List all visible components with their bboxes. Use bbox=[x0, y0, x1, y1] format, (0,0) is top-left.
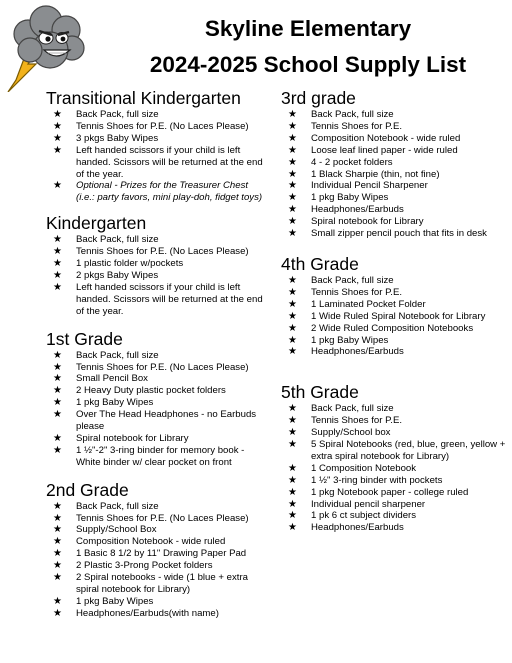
list-item bbox=[281, 133, 507, 145]
section-heading: 2nd Grade bbox=[46, 479, 129, 500]
list-item bbox=[281, 522, 507, 534]
list-item bbox=[281, 228, 507, 240]
list-item bbox=[281, 499, 507, 511]
list-item-text: 1 Basic 8 1/2 by 11" Drawing Paper Pad bbox=[76, 548, 247, 560]
section-4th-grade bbox=[281, 254, 507, 358]
star-bullet-icon: ★ bbox=[53, 246, 62, 258]
list-item bbox=[281, 109, 507, 121]
star-bullet-icon: ★ bbox=[53, 109, 62, 120]
section-5th-grade bbox=[281, 382, 507, 534]
list-item-text: Supply/School Box bbox=[76, 524, 157, 536]
star-bullet-icon: ★ bbox=[53, 560, 62, 572]
list-item-text: Individual Pencil Sharpener bbox=[311, 180, 428, 192]
school-name: Skyline Elementary bbox=[204, 16, 412, 41]
list-item-text: 5 Spiral Notebooks (red, blue, green, yellow + extra spiral notebook for Library) bbox=[311, 439, 506, 462]
supply-list bbox=[46, 350, 268, 469]
list-item bbox=[281, 439, 507, 463]
star-bullet-icon: ★ bbox=[288, 346, 297, 358]
list-item-text: Headphones/Earbuds bbox=[311, 522, 404, 534]
list-item-text: Composition Notebook - wide ruled bbox=[311, 132, 461, 144]
list-item-text: Individual pencil sharpener bbox=[311, 498, 426, 510]
list-item bbox=[281, 192, 507, 204]
list-item bbox=[46, 109, 268, 121]
list-item bbox=[281, 463, 507, 475]
star-bullet-icon: ★ bbox=[288, 180, 297, 192]
list-item-text: Headphones/Earbuds bbox=[311, 204, 404, 216]
list-item bbox=[46, 282, 268, 318]
list-item bbox=[281, 157, 507, 169]
list-item-text: 2 Plastic 3-Prong Pocket folders bbox=[76, 560, 213, 572]
star-bullet-icon: ★ bbox=[53, 281, 62, 293]
list-item bbox=[46, 133, 268, 145]
list-item-text: 1 plastic folder w/pockets bbox=[76, 258, 184, 270]
star-bullet-icon: ★ bbox=[53, 500, 62, 512]
star-bullet-icon: ★ bbox=[288, 168, 297, 180]
list-item bbox=[281, 346, 507, 358]
list-item bbox=[46, 445, 268, 469]
section-tk bbox=[46, 88, 268, 204]
star-bullet-icon: ★ bbox=[288, 522, 297, 534]
list-item-text: Left handed scissors if your child is left handed. Scissors will be returned at the end of the year. bbox=[76, 281, 263, 317]
list-item bbox=[281, 121, 507, 133]
list-item-text: Headphones/Earbuds bbox=[311, 346, 404, 358]
list-item bbox=[46, 397, 268, 409]
list-item bbox=[281, 311, 507, 323]
list-item bbox=[281, 216, 507, 228]
list-item bbox=[46, 572, 268, 596]
star-bullet-icon: ★ bbox=[288, 403, 297, 415]
star-bullet-icon: ★ bbox=[53, 234, 62, 246]
list-item-text: 1 Composition Notebook bbox=[311, 462, 417, 474]
supply-list bbox=[281, 403, 507, 534]
supply-list bbox=[281, 109, 507, 240]
list-item-text: Spiral notebook for Library bbox=[311, 216, 424, 228]
section-heading: Transitional Kindergarten bbox=[46, 88, 241, 108]
star-bullet-icon: ★ bbox=[288, 156, 297, 168]
list-item bbox=[46, 385, 268, 397]
section-heading: 3rd grade bbox=[281, 88, 356, 108]
star-bullet-icon: ★ bbox=[288, 310, 297, 322]
star-bullet-icon: ★ bbox=[53, 572, 62, 584]
star-bullet-icon: ★ bbox=[288, 192, 297, 204]
star-bullet-icon: ★ bbox=[288, 144, 297, 156]
list-item bbox=[46, 180, 268, 204]
list-item bbox=[281, 487, 507, 499]
list-item bbox=[281, 475, 507, 487]
section-kindergarten bbox=[46, 213, 268, 317]
list-item-text: 2 Wide Ruled Composition Notebooks bbox=[311, 322, 474, 334]
section-heading: 5th Grade bbox=[281, 382, 359, 403]
star-bullet-icon: ★ bbox=[288, 462, 297, 474]
star-bullet-icon: ★ bbox=[288, 109, 297, 120]
list-item bbox=[281, 299, 507, 311]
star-bullet-icon: ★ bbox=[53, 548, 62, 560]
star-bullet-icon: ★ bbox=[53, 349, 62, 361]
star-bullet-icon: ★ bbox=[53, 373, 62, 385]
list-item bbox=[46, 501, 268, 513]
list-item bbox=[46, 536, 268, 548]
list-item-text: Tennis Shoes for P.E. (No Laces Please) bbox=[76, 361, 249, 373]
list-item-text: Composition Notebook - wide ruled bbox=[76, 536, 226, 548]
list-item bbox=[46, 246, 268, 258]
star-bullet-icon: ★ bbox=[288, 204, 297, 216]
list-item-text: 1 Black Sharpie (thin, not fine) bbox=[311, 168, 440, 180]
list-item bbox=[46, 121, 268, 133]
star-bullet-icon: ★ bbox=[288, 415, 297, 427]
list-item bbox=[281, 287, 507, 299]
list-item bbox=[46, 145, 268, 181]
list-item-text: Back Pack, full size bbox=[311, 274, 394, 286]
section-3rd-grade bbox=[281, 88, 507, 240]
list-item-text: Optional - Prizes for the Treasurer Chest (i.e.: party favors, mini play-doh, fidget toys) bbox=[76, 180, 263, 204]
list-item-text: Small Pencil Box bbox=[76, 373, 148, 385]
star-bullet-icon: ★ bbox=[288, 498, 297, 510]
star-bullet-icon: ★ bbox=[288, 132, 297, 144]
list-item bbox=[281, 323, 507, 335]
list-item-text: Supply/School box bbox=[311, 427, 391, 439]
list-item-text: Back Pack, full size bbox=[311, 403, 394, 415]
list-item-text: Back Pack, full size bbox=[76, 500, 159, 512]
star-bullet-icon: ★ bbox=[288, 486, 297, 498]
star-bullet-icon: ★ bbox=[288, 274, 297, 286]
list-item bbox=[46, 373, 268, 385]
star-bullet-icon: ★ bbox=[288, 216, 297, 228]
star-bullet-icon: ★ bbox=[288, 322, 297, 334]
list-item-text: 1 ½" 3-ring binder with pockets bbox=[311, 474, 443, 486]
list-item bbox=[281, 275, 507, 287]
list-item-text: 2 Spiral notebooks - wide (1 blue + extra spiral notebook for Library) bbox=[76, 572, 248, 595]
list-item bbox=[281, 169, 507, 181]
list-item-text: 1 pkg Notebook paper - college ruled bbox=[311, 486, 469, 498]
list-item-text: 1 pkg Baby Wipes bbox=[311, 334, 389, 346]
star-bullet-icon: ★ bbox=[288, 286, 297, 298]
list-item bbox=[281, 145, 507, 157]
star-bullet-icon: ★ bbox=[288, 228, 297, 240]
list-item-text: Small zipper pencil pouch that fits in desk bbox=[311, 228, 487, 240]
list-item bbox=[46, 409, 268, 433]
list-item bbox=[46, 608, 268, 620]
list-item-text: 2 pkgs Baby Wipes bbox=[76, 269, 159, 281]
star-bullet-icon: ★ bbox=[288, 427, 297, 439]
list-item bbox=[46, 596, 268, 608]
list-item bbox=[46, 524, 268, 536]
list-item-text: 1 pk 6 ct subject dividers bbox=[311, 510, 417, 522]
supply-list bbox=[281, 275, 507, 358]
section-1st-grade bbox=[46, 329, 268, 469]
list-item bbox=[46, 258, 268, 270]
list-item bbox=[46, 513, 268, 525]
list-item bbox=[281, 510, 507, 522]
star-bullet-icon: ★ bbox=[53, 120, 62, 132]
list-item bbox=[46, 270, 268, 282]
star-bullet-icon: ★ bbox=[53, 432, 62, 444]
list-item-text: 1 pkg Baby Wipes bbox=[76, 397, 154, 409]
list-item-text: Loose leaf lined paper - wide ruled bbox=[311, 144, 458, 156]
list-item-text: Tennis Shoes for P.E. bbox=[311, 286, 403, 298]
section-heading: 4th Grade bbox=[281, 253, 359, 274]
supply-list bbox=[46, 109, 268, 204]
star-bullet-icon: ★ bbox=[288, 298, 297, 310]
list-item bbox=[46, 560, 268, 572]
list-item-text: 1 pkg Baby Wipes bbox=[311, 192, 389, 204]
list-item-text: Headphones/Earbuds(with name) bbox=[76, 607, 219, 619]
star-bullet-icon: ★ bbox=[53, 180, 62, 192]
star-bullet-icon: ★ bbox=[53, 397, 62, 409]
left-column bbox=[46, 88, 268, 620]
star-bullet-icon: ★ bbox=[53, 409, 62, 421]
list-item-text: Back Pack, full size bbox=[76, 234, 159, 246]
list-item bbox=[281, 427, 507, 439]
star-bullet-icon: ★ bbox=[288, 439, 297, 451]
list-item bbox=[281, 180, 507, 192]
star-bullet-icon: ★ bbox=[53, 361, 62, 373]
list-item-text: 1 pkg Baby Wipes bbox=[76, 595, 154, 607]
star-bullet-icon: ★ bbox=[288, 334, 297, 346]
star-bullet-icon: ★ bbox=[53, 607, 62, 619]
page-title: 2024-2025 School Supply List bbox=[149, 52, 467, 77]
list-item bbox=[281, 415, 507, 427]
star-bullet-icon: ★ bbox=[53, 444, 62, 456]
supply-list bbox=[46, 501, 268, 620]
list-item bbox=[46, 234, 268, 246]
list-item-text: 4 - 2 pocket folders bbox=[311, 156, 393, 168]
section-2nd-grade bbox=[46, 480, 268, 620]
star-bullet-icon: ★ bbox=[53, 536, 62, 548]
list-item-text: Spiral notebook for Library bbox=[76, 432, 189, 444]
list-item-text: 1 Wide Ruled Spiral Notebook for Library bbox=[311, 310, 486, 322]
star-bullet-icon: ★ bbox=[53, 524, 62, 536]
supply-list bbox=[46, 234, 268, 317]
list-item-text: Tennis Shoes for P.E. (No Laces Please) bbox=[76, 512, 249, 524]
star-bullet-icon: ★ bbox=[53, 132, 62, 144]
storm-cloud-mascot-icon bbox=[6, 4, 88, 92]
list-item-text: Over The Head Headphones - no Earbuds please bbox=[76, 409, 257, 433]
list-item-text: 2 Heavy Duty plastic pocket folders bbox=[76, 385, 226, 397]
list-item-text: Tennis Shoes for P.E. bbox=[311, 415, 403, 427]
star-bullet-icon: ★ bbox=[53, 258, 62, 270]
list-item bbox=[281, 335, 507, 347]
list-item-text: Left handed scissors if your child is left handed. Scissors will be returned at the end of the year. bbox=[76, 144, 263, 180]
list-item-text: Tennis Shoes for P.E. (No Laces Please) bbox=[76, 246, 249, 258]
star-bullet-icon: ★ bbox=[53, 269, 62, 281]
list-item-text: 1 ½"-2" 3-ring binder for memory book - White binder w/ clear pocket on front bbox=[76, 444, 245, 468]
list-item bbox=[46, 548, 268, 560]
star-bullet-icon: ★ bbox=[288, 510, 297, 522]
star-bullet-icon: ★ bbox=[53, 595, 62, 607]
star-bullet-icon: ★ bbox=[288, 474, 297, 486]
star-bullet-icon: ★ bbox=[53, 385, 62, 397]
list-item-text: 3 pkgs Baby Wipes bbox=[76, 132, 159, 144]
list-item-text: 1 Laminated Pocket Folder bbox=[311, 298, 426, 310]
list-item-text: Tennis Shoes for P.E. (No Laces Please) bbox=[76, 120, 249, 132]
list-item bbox=[281, 403, 507, 415]
list-item-text: Tennis Shoes for P.E. bbox=[311, 120, 403, 132]
right-column bbox=[281, 88, 507, 534]
star-bullet-icon: ★ bbox=[288, 120, 297, 132]
list-item-text: Back Pack, full size bbox=[76, 349, 159, 361]
section-heading: 1st Grade bbox=[46, 328, 123, 349]
section-heading: Kindergarten bbox=[46, 213, 147, 234]
list-item bbox=[46, 350, 268, 362]
list-item bbox=[281, 204, 507, 216]
list-item bbox=[46, 433, 268, 445]
list-item-text: Back Pack, full size bbox=[311, 109, 394, 120]
list-item-text: Back Pack, full size bbox=[76, 109, 159, 120]
star-bullet-icon: ★ bbox=[53, 144, 62, 156]
star-bullet-icon: ★ bbox=[53, 512, 62, 524]
list-item bbox=[46, 362, 268, 374]
